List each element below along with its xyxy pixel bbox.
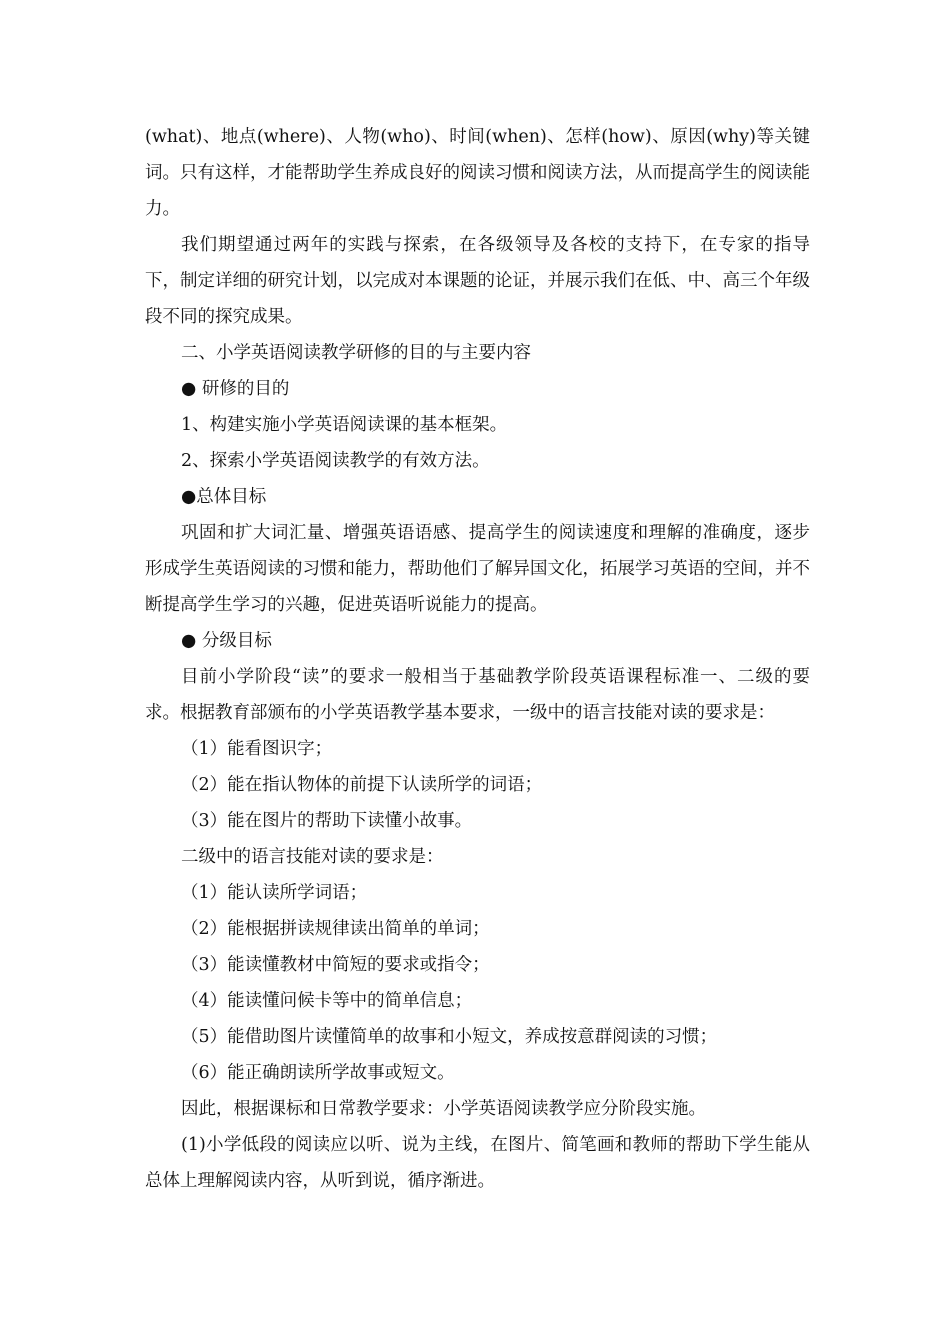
paragraph-graded-goal-intro: 目前小学阶段“读”的要求一般相当于基础教学阶段英语课程标准一、二级的要求。根据教育部颁布的小学英语教学基本要求，一级中的语言技能对读的要求是： [145, 667, 810, 723]
paragraph-level2-intro: 二级中的语言技能对读的要求是： [181, 847, 444, 867]
paragraph-lower-grade: (1)小学低段的阅读应以听、说为主线，在图片、简笔画和教师的帮助下学生能从总体上理解阅读内容，从听到说，循序渐进。 [145, 1135, 810, 1191]
paragraph-expectation: 我们期望通过两年的实践与探索，在各级领导及各校的支持下，在专家的指导下，制定详细的研究计划，以完成对本课题的论证，并展示我们在低、中、高三个年级段不同的探究成果。 [145, 235, 810, 327]
list-item-level2-5: （5）能借助图片读懂简单的故事和小短文，养成按意群阅读的习惯； [181, 1027, 718, 1047]
bullet-heading-purpose: ● 研修的目的 [181, 379, 290, 399]
list-item-purpose-1: 1、构建实施小学英语阅读课的基本框架。 [181, 415, 508, 435]
list-item-level1-2: （2）能在指认物体的前提下认读所学的词语； [181, 775, 543, 795]
list-item-level2-4: （4）能读懂问候卡等中的简单信息； [181, 991, 473, 1011]
paragraph-keywords-conclusion: (what)、地点(where)、人物(who)、时间(when)、怎样(how)、原因(why)等关键词。只有这样，才能帮助学生养成良好的阅读习惯和阅读方法，从而提高学生的阅读能力。 [145, 127, 810, 219]
section-heading-purpose-content: 二、小学英语阅读教学研修的目的与主要内容 [181, 343, 531, 363]
list-item-level2-6: （6）能正确朗读所学故事或短文。 [181, 1063, 455, 1083]
bullet-heading-overall-goal: ●总体目标 [181, 487, 267, 507]
paragraph-conclusion-stages: 因此，根据课标和日常教学要求：小学英语阅读教学应分阶段实施。 [181, 1099, 706, 1119]
bullet-heading-graded-goal: ● 分级目标 [181, 631, 272, 651]
list-item-level1-1: （1）能看图识字； [181, 739, 333, 759]
list-item-level2-3: （3）能读懂教材中简短的要求或指令； [181, 955, 490, 975]
paragraph-overall-goal: 巩固和扩大词汇量、增强英语语感、提高学生的阅读速度和理解的准确度，逐步形成学生英语阅读的习惯和能力，帮助他们了解异国文化，拓展学习英语的空间，并不断提高学生学习的兴趣，促进英语听说能力的提高。 [145, 523, 810, 615]
list-item-level2-2: （2）能根据拼读规律读出简单的单词； [181, 919, 490, 939]
list-item-purpose-2: 2、探索小学英语阅读教学的有效方法。 [181, 451, 490, 471]
list-item-level1-3: （3）能在图片的帮助下读懂小故事。 [181, 811, 473, 831]
document-body [145, 119, 810, 1199]
list-item-level2-1: （1）能认读所学词语； [181, 883, 368, 903]
